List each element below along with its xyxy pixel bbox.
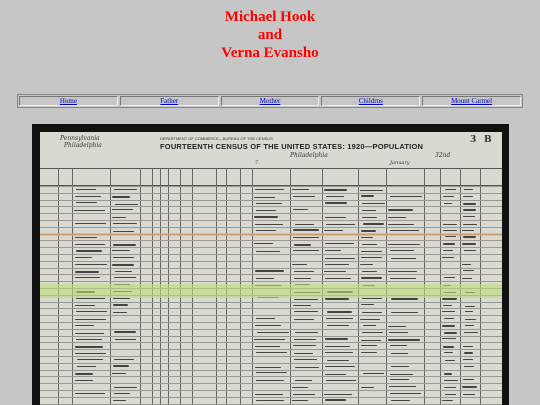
handwriting-stroke [255,325,281,326]
handwriting-stroke [293,229,319,230]
handwriting-stroke [75,380,94,381]
handwriting-stroke [324,189,347,190]
handwriting-stroke [76,202,97,203]
handwriting-stroke [390,278,416,279]
handwriting-stroke [390,230,420,231]
nav-link-childrens[interactable]: Childrns [321,96,420,106]
handwriting-stroke [75,319,106,320]
handwriting-stroke [464,366,473,367]
grid-row-line [40,261,502,262]
handwriting-stroke [112,209,133,210]
handwriting-stroke [390,379,409,380]
nav-link-home[interactable]: Home [19,96,118,106]
handwriting-stroke [325,298,349,299]
handwriting-stroke [389,386,416,387]
grid-row-line [40,322,502,323]
handwriting-stroke [294,319,314,320]
handwriting-stroke [256,318,275,319]
handwriting-stroke [443,224,457,225]
handwriting-stroke [463,346,473,347]
handwriting-stroke [255,224,282,225]
title-line-3: Verna Evansho [221,45,319,61]
handwriting-stroke [256,400,284,401]
grid-row-line [40,376,502,377]
handwriting-stroke [256,203,281,204]
handwriting-stroke [255,394,283,395]
handwriting-stroke [114,189,137,190]
census-dept-heading: DEPARTMENT OF COMMERCE—BUREAU OF THE CENSUS [160,136,273,141]
grid-row-line [40,240,502,241]
census-enumerated-month: January [390,160,410,166]
handwriting-stroke [255,367,281,368]
handwriting-stroke [361,352,377,353]
handwriting-stroke [462,386,476,387]
handwriting-stroke [256,210,277,211]
handwriting-stroke [295,224,314,225]
handwriting-stroke [443,243,455,244]
handwriting-stroke [75,223,106,224]
handwriting-stroke [75,257,92,258]
grid-row-line [40,397,502,398]
handwriting-stroke [77,366,96,367]
handwriting-stroke [294,299,318,300]
handwriting-stroke [255,346,280,347]
handwriting-stroke [360,190,382,191]
handwriting-stroke [114,387,136,388]
handwriting-stroke [443,250,453,251]
handwriting-stroke [257,332,289,333]
handwriting-stroke [75,333,104,334]
handwriting-stroke [115,339,136,340]
handwriting-stroke [76,250,102,251]
handwriting-stroke [391,258,417,259]
handwriting-stroke [325,217,346,218]
handwriting-stroke [75,325,94,326]
handwriting-stroke [444,203,453,204]
grid-row-line [40,227,502,228]
handwriting-stroke [292,264,307,265]
handwriting-stroke [362,271,376,272]
grid-row-line [40,268,502,269]
handwriting-stroke [324,230,343,231]
handwriting-stroke [463,216,475,217]
grid-row-line [40,370,502,371]
handwriting-stroke [254,339,285,340]
census-sheet-letter: B [484,135,492,145]
handwriting-stroke [75,237,97,238]
handwriting-stroke [444,318,454,319]
handwriting-stroke [256,352,287,353]
handwriting-stroke [292,189,309,190]
handwriting-stroke [113,231,134,232]
handwriting-stroke [255,189,284,190]
handwriting-stroke [114,359,134,360]
handwriting-stroke [443,346,454,347]
handwriting-stroke [75,196,100,197]
handwriting-stroke [293,237,318,238]
handwriting-stroke [326,196,344,197]
handwriting-stroke [390,374,414,375]
handwriting-stroke [362,312,382,313]
handwriting-stroke [442,257,454,258]
handwriting-stroke [360,264,373,265]
handwriting-stroke [76,339,102,340]
handwriting-stroke [444,380,458,381]
handwriting-stroke [388,224,413,225]
handwriting-stroke [463,209,477,210]
handwriting-stroke [362,210,376,211]
handwriting-stroke [361,304,375,305]
handwriting-stroke [362,332,383,333]
grid-row-line [40,247,502,248]
handwriting-stroke [444,332,458,333]
handwriting-stroke [390,196,422,197]
handwriting-stroke [114,331,136,332]
handwriting-stroke [325,366,355,367]
handwriting-stroke [325,338,348,339]
handwriting-stroke [463,270,474,271]
handwriting-stroke [464,352,473,353]
handwriting-stroke [326,224,355,225]
handwriting-stroke [465,325,474,326]
handwriting-stroke [293,305,311,306]
handwriting-stroke [390,250,414,251]
handwriting-stroke [292,400,308,401]
census-sheet-number: 3 [470,135,477,145]
census-county: Philadelphia [64,142,102,149]
handwriting-stroke [115,271,132,272]
handwriting-stroke [294,244,311,245]
grid-row-line [40,383,502,384]
handwriting-stroke [388,339,420,340]
handwriting-stroke [465,306,476,307]
nav-link-father[interactable]: Father [120,96,219,106]
grid-row-line [40,336,502,337]
handwriting-stroke [295,380,312,381]
grid-row-line [40,356,502,357]
grid-row-line [40,363,502,364]
title-line-2: and [257,27,283,43]
handwriting-stroke [327,360,349,361]
census-state: Pennsylvania [60,135,100,142]
highlight-orange-row [40,233,502,236]
handwriting-stroke [361,257,382,258]
handwriting-stroke [388,209,412,210]
handwriting-stroke [325,374,346,375]
handwriting-stroke [391,312,419,313]
handwriting-stroke [293,250,318,251]
handwriting-stroke [74,210,105,211]
grid-row-line [40,404,502,405]
handwriting-stroke [463,359,473,360]
handwriting-stroke [77,359,104,360]
handwriting-stroke [113,223,137,224]
handwriting-stroke [326,318,353,319]
handwriting-stroke [113,304,128,305]
handwriting-stroke [113,400,126,401]
nav-bar [17,94,523,108]
census-ward: 32nd [435,152,451,159]
handwriting-stroke [75,244,106,245]
handwriting-stroke [363,373,384,374]
handwriting-stroke [75,346,104,347]
handwriting-stroke [324,271,346,272]
title-line-1: Michael Hook [224,9,316,25]
handwriting-stroke [76,311,107,312]
handwriting-stroke [75,305,94,306]
handwriting-stroke [256,251,280,252]
handwriting-stroke [361,230,376,231]
handwriting-stroke [464,189,473,190]
handwriting-stroke [445,394,456,395]
census-city: Philadelphia [290,152,328,159]
handwriting-stroke [462,230,473,231]
nav-link-mother[interactable]: Mother [221,96,320,106]
handwriting-stroke [363,223,384,224]
handwriting-stroke [388,326,406,327]
handwriting-stroke [442,311,455,312]
census-enumerated-day: 7 [255,160,259,166]
handwriting-stroke [391,353,408,354]
grid-row-line [40,281,502,282]
handwriting-stroke [75,271,99,272]
handwriting-stroke [75,393,105,394]
handwriting-stroke [256,380,284,381]
handwriting-stroke [115,204,139,205]
grid-row-line [40,274,502,275]
handwriting-stroke [325,346,351,347]
handwriting-stroke [325,264,349,265]
handwriting-stroke [112,196,129,197]
handwriting-stroke [113,365,129,366]
handwriting-stroke [444,277,455,278]
grid-row-line [40,315,502,316]
grid-row-line [40,193,502,194]
grid-row-line [40,329,502,330]
handwriting-stroke [112,373,125,374]
handwriting-stroke [325,258,355,259]
handwriting-stroke [463,236,476,237]
grid-row-line [40,200,502,201]
handwriting-stroke [292,387,307,388]
handwriting-stroke [294,271,314,272]
handwriting-stroke [361,345,377,346]
handwriting-stroke [444,352,453,353]
handwriting-stroke [390,345,407,346]
handwriting-stroke [463,203,475,204]
handwriting-stroke [294,278,311,279]
handwriting-stroke [361,251,382,252]
handwriting-stroke [389,332,408,333]
handwriting-stroke [294,353,312,354]
handwriting-stroke [391,366,409,367]
handwriting-stroke [112,217,126,218]
highlight-green-rows [40,284,502,298]
grid-row-line [40,390,502,391]
handwriting-stroke [442,298,457,299]
handwriting-stroke [113,312,127,313]
handwriting-stroke [363,325,377,326]
grid-row-line [40,213,502,214]
handwriting-stroke [256,278,274,279]
handwriting-stroke [327,311,352,312]
census-main-heading: FOURTEENTH CENSUS OF THE UNITED STATES: 1920—POPULATION [160,142,424,151]
grid-row-line [40,254,502,255]
handwriting-stroke [462,243,476,244]
handwriting-stroke [114,393,130,394]
handwriting-stroke [362,203,384,204]
handwriting-stroke [325,202,347,203]
handwriting-stroke [293,394,315,395]
handwriting-stroke [256,230,276,231]
handwriting-stroke [254,216,277,217]
handwriting-stroke [445,189,456,190]
handwriting-stroke [325,243,354,244]
handwriting-stroke [254,197,275,198]
handwriting-stroke [465,311,473,312]
handwriting-stroke [325,250,342,251]
handwriting-stroke [293,196,315,197]
handwriting-stroke [463,196,473,197]
handwriting-stroke [362,244,377,245]
handwriting-stroke [76,189,97,190]
grid-row-line [40,349,502,350]
handwriting-stroke [362,217,377,218]
handwriting-stroke [465,319,477,320]
handwriting-stroke [113,257,133,258]
handwriting-stroke [388,271,417,272]
handwriting-stroke [390,393,421,394]
handwriting-stroke [463,379,474,380]
handwriting-stroke [295,367,319,368]
handwriting-stroke [442,338,456,339]
handwriting-stroke [112,250,129,251]
handwriting-stroke [462,264,471,265]
handwriting-stroke [444,387,456,388]
census-image [32,124,509,405]
handwriting-stroke [442,325,455,326]
grid-row-line [40,302,502,303]
handwriting-stroke [464,332,478,333]
handwriting-stroke [294,339,316,340]
handwriting-stroke [463,394,475,395]
handwriting-stroke [443,196,454,197]
handwriting-stroke [324,394,351,395]
handwriting-stroke [293,345,317,346]
handwriting-stroke [113,244,135,245]
handwriting-stroke [294,359,317,360]
handwriting-stroke [443,305,452,306]
handwriting-stroke [445,236,457,237]
handwriting-stroke [388,217,406,218]
handwriting-stroke [75,353,106,354]
handwriting-stroke [294,311,318,312]
census-sheet [40,132,502,405]
handwriting-stroke [256,372,287,373]
handwriting-stroke [114,277,136,278]
handwriting-stroke [75,277,100,278]
handwriting-stroke [391,298,419,299]
handwriting-stroke [327,325,349,326]
handwriting-stroke [391,400,410,401]
handwriting-stroke [361,277,382,278]
handwriting-stroke [326,380,356,381]
grid-row-line [40,308,502,309]
grid-row-line [40,206,502,207]
nav-link-mount-carmel[interactable]: Mount Carmel [422,96,521,106]
handwriting-stroke [361,237,373,238]
handwriting-stroke [255,270,284,271]
handwriting-stroke [75,373,93,374]
grid-row-line [40,342,502,343]
handwriting-stroke [462,278,472,279]
grid-row-line [40,186,502,187]
handwriting-stroke [325,399,346,400]
handwriting-stroke [361,340,381,341]
handwriting-stroke [463,224,476,225]
handwriting-stroke [443,230,457,231]
handwriting-stroke [360,319,379,320]
handwriting-stroke [254,243,273,244]
handwriting-stroke [325,278,351,279]
grid-row-line [40,220,502,221]
page-title [0,8,540,62]
handwriting-stroke [444,373,452,374]
handwriting-stroke [293,209,308,210]
handwriting-stroke [442,400,452,401]
handwriting-stroke [112,264,133,265]
handwriting-stroke [295,332,319,333]
handwriting-stroke [388,244,420,245]
handwriting-stroke [445,360,456,361]
handwriting-stroke [75,264,107,265]
handwriting-stroke [325,352,354,353]
handwriting-stroke [361,195,374,196]
handwriting-stroke [464,250,476,251]
handwriting-stroke [361,387,375,388]
